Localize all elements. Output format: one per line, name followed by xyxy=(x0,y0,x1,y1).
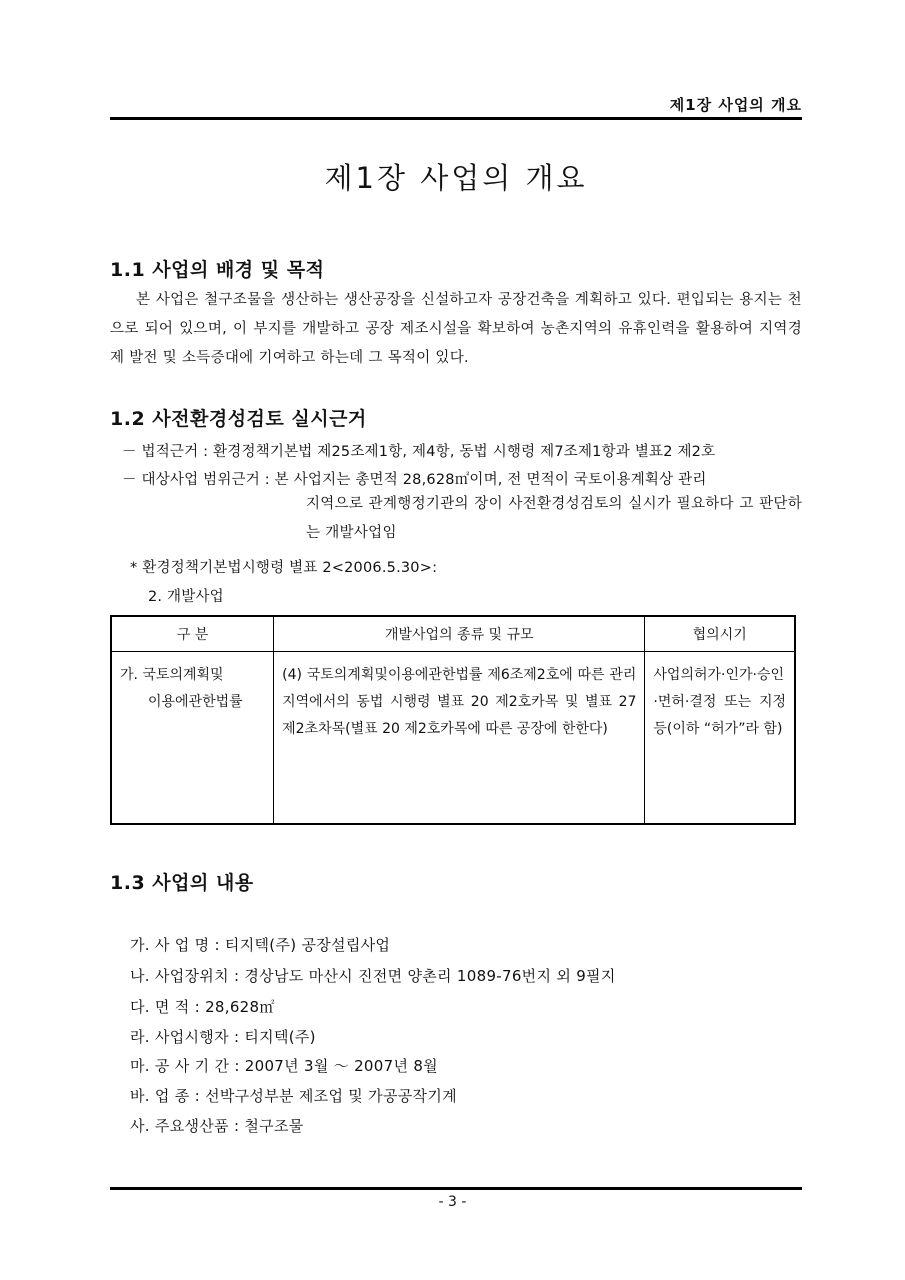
scope-basis-line: － 대상사업 범위근거 : 본 사업지는 총면적 28,628㎡이며, 전 면적이 국토이용계획상 관리 xyxy=(122,472,707,488)
category-line-1: 가. 국토의계획및 xyxy=(120,667,224,683)
development-criteria-table xyxy=(110,615,796,825)
category-line-2: 이용에관한법률 xyxy=(148,694,243,710)
info-item-area: 다. 면 적 : 28,628㎡ xyxy=(130,998,275,1016)
section-heading-1-3: 1.3 사업의 내용 xyxy=(110,872,254,894)
running-header: 제1장 사업의 개요 xyxy=(669,96,802,114)
section-heading-1-2: 1.2 사전환경성검토 실시근거 xyxy=(110,408,367,430)
table-cell-category xyxy=(111,652,274,825)
regulation-note: * 환경정책기본법시행령 별표 2<2006.5.30>: xyxy=(130,560,438,576)
regulation-note-sub: 2. 개발사업 xyxy=(148,589,224,605)
table-cell-type-scale: (4) 국토의계획및이용에관한법률 제6조제2호에 따른 관리지역에서의 동법 시행령 별표 20 제2호카목 및 별표 27 제2초차목(별표 20 제2호카목에 따른 공장에 한한다) xyxy=(274,652,645,825)
section-1-1-body: 본 사업은 철구조물을 생산하는 생산공장을 신설하고자 공장건축을 계획하고 있다. 편입되는 용지는 천으로 되어 있으며, 이 부지를 개발하고 공장 제조시설을 확보하여 농촌지역의 유휴인력을 활용하여 지역경제 발전 및 소득증대에 기여하고 하는데 그 목적이 있다. xyxy=(110,292,802,366)
info-item-product: 사. 주요생산품 : 철구조물 xyxy=(130,1117,304,1135)
page-title: 제1장 사업의 개요 xyxy=(324,161,588,196)
page-number: - 3 - xyxy=(438,1194,467,1210)
table-cell-consult-timing: 사업의허가·인가·승인·면허·결정 또는 지정 등(이하 “허가”라 함) xyxy=(645,652,795,825)
table-header-category: 구 분 xyxy=(111,616,274,652)
table-header-row xyxy=(111,616,795,652)
table-row xyxy=(111,652,795,825)
info-item-industry: 바. 업 종 : 선박구성부분 제조업 및 가공공작기계 xyxy=(130,1087,457,1105)
info-item-project-name: 가. 사 업 명 : 티지텍(주) 공장설립사업 xyxy=(130,936,391,954)
section-heading-1-1: 1.1 사업의 배경 및 목적 xyxy=(110,259,325,281)
table-header-consult-timing: 협의시기 xyxy=(645,616,795,652)
footer-rule xyxy=(110,1187,802,1190)
legal-basis-line: － 법적근거 : 환경정책기본법 제25조제1항, 제4항, 동법 시행령 제7조제1항과 별표2 제2호 xyxy=(122,444,716,460)
scope-basis-continuation: 지역으로 관계행정기관의 장이 사전환경성검토의 실시가 필요하다 고 판단하는 개발사업임 xyxy=(306,496,802,541)
info-item-location: 나. 사업장위치 : 경상남도 마산시 진전면 양촌리 1089-76번지 외 9필지 xyxy=(130,967,616,985)
info-item-operator: 라. 사업시행자 : 티지텍(주) xyxy=(130,1028,316,1046)
info-item-period: 마. 공 사 기 간 : 2007년 3월 ～ 2007년 8월 xyxy=(130,1057,438,1075)
table-header-type-scale: 개발사업의 종류 및 규모 xyxy=(274,616,645,652)
header-rule xyxy=(110,117,802,120)
